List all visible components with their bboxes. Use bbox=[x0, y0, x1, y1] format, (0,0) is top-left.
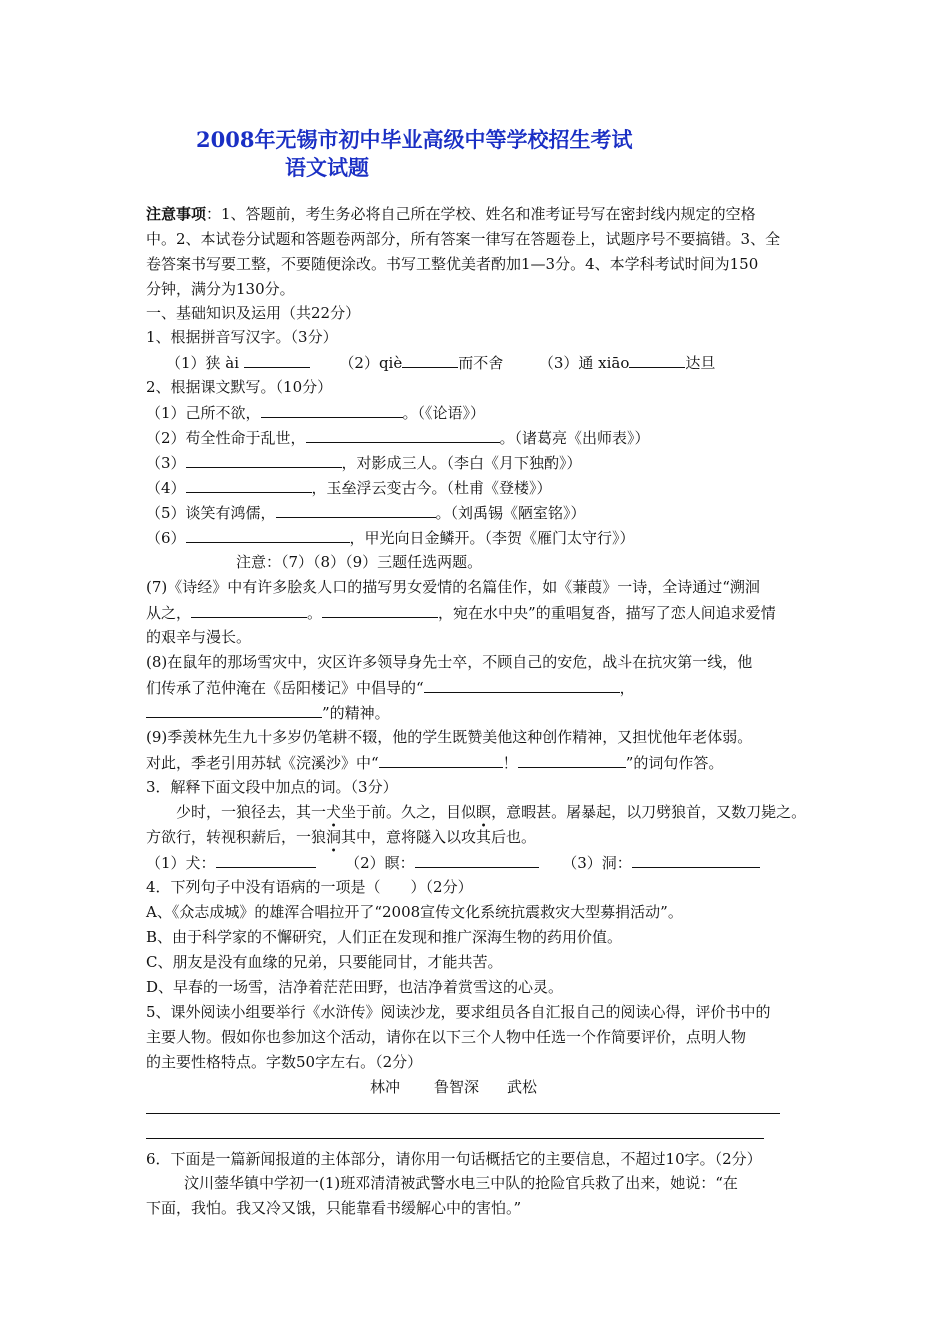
q5-line-2: 主要人物。假如你也参加这个活动，请你在以下三个人物中任选一个作简要评价，点明人物 bbox=[146, 1028, 747, 1046]
answer-blank[interactable] bbox=[306, 427, 500, 443]
answer-line[interactable] bbox=[146, 1138, 764, 1139]
q6-passage-line-1: 汶川蓥华镇中学初一(1)班邓清清被武警水电三中队的抢险官兵救了出来，她说：“在 bbox=[184, 1174, 738, 1192]
q7-line-2: 从之， 。 ，宛在水中央”的重唱复沓，描写了恋人间追求爱情 bbox=[146, 604, 776, 622]
q4-option-c: C、朋友是没有血缘的兄弟，只要能同甘，才能共苦。 bbox=[146, 953, 503, 971]
q2-note: 注意：（7）（8）（9）三题任选两题。 bbox=[236, 553, 483, 571]
dotted-char: 犬 bbox=[326, 803, 342, 821]
answer-blank[interactable] bbox=[186, 477, 312, 493]
q1-items: （1）狭 ài （2）qiè 而不舍 （3）通 xiāo 达旦 bbox=[166, 354, 716, 372]
q2-line-5: （5）谈笑有鸿儒， 。（刘禹锡《陋室铭》） bbox=[146, 504, 586, 522]
answer-blank[interactable] bbox=[424, 677, 620, 693]
q2-line-4: （4） ，玉垒浮云变古今。（杜甫《登楼》） bbox=[146, 479, 552, 497]
character-name: 武松 bbox=[507, 1078, 538, 1096]
q4-option-d: D、早春的一场雪，洁净着茫茫田野，也洁净着赏雪这的心灵。 bbox=[146, 978, 564, 996]
q8-line-1: (8)在鼠年的那场雪灾中，灾区许多领导身先士卒，不顾自己的安危，战斗在抗灾第一线，他 bbox=[146, 653, 753, 671]
q5-line-3: 的主要性格特点。字数50字左右。（2分） bbox=[146, 1053, 423, 1071]
q2-line-1: （1）己所不欲， 。（《论语》） bbox=[146, 404, 486, 422]
q3-passage-line-1: 少时，一狼径去，其一犬坐于前。久之，目似瞑，意暇甚。屠暴起，以刀劈狼首，又数刀毙之。 bbox=[176, 803, 807, 821]
answer-blank[interactable] bbox=[632, 852, 760, 868]
q1-stem: 1、根据拼音写汉字。（3分） bbox=[146, 328, 338, 346]
answer-line[interactable] bbox=[146, 1113, 780, 1114]
answer-blank[interactable] bbox=[261, 402, 403, 418]
answer-blank[interactable] bbox=[186, 452, 342, 468]
q3-stem: 3．解释下面文段中加点的词。（3分） bbox=[146, 778, 398, 796]
character-name: 林冲 bbox=[370, 1078, 401, 1096]
notice-line-4: 分钟，满分为130分。 bbox=[146, 280, 295, 298]
q2-line-3: （3） ，对影成三人。（李白《月下独酌》） bbox=[146, 454, 582, 472]
q8-line-3: ”的精神。 bbox=[146, 702, 390, 723]
answer-blank[interactable] bbox=[322, 602, 438, 618]
notice-line-1: 注意事项：1、答题前，考生务必将自己所在学校、姓名和准考证号写在密封线内规定的空格 bbox=[146, 205, 756, 223]
notice-line-3: 卷答案书写要工整，不要随便涂改。书写工整优美者酌加1—3分。4、本学科考试时间为150 bbox=[146, 255, 759, 273]
q6-passage-line-2: 下面，我怕。我又冷又饿，只能靠看书缓解心中的害怕。” bbox=[146, 1199, 522, 1217]
section-heading: 一、基础知识及运用（共22分） bbox=[146, 304, 361, 322]
q7-line-1: (7)《诗经》中有许多脍炙人口的描写男女爱情的名篇佳作，如《蒹葭》一诗，全诗通过“溯洄 bbox=[146, 578, 760, 596]
notice-label: 注意事项 bbox=[146, 205, 207, 223]
answer-blank[interactable] bbox=[186, 527, 350, 543]
exam-title: 2008年无锡市初中毕业高级中等学校招生考试 bbox=[196, 127, 633, 152]
q8-line-2: 们传承了范仲淹在《岳阳楼记》中倡导的“ ， bbox=[146, 679, 635, 697]
q3-answers: （1）犬： （2）瞑： （3）洞： bbox=[146, 852, 760, 873]
dotted-char: 瞑 bbox=[476, 803, 492, 821]
q4-option-b: B、由于科学家的不懈研究，人们正在发现和推广深海生物的药用价值。 bbox=[146, 928, 623, 946]
character-name: 鲁智深 bbox=[434, 1078, 480, 1096]
answer-blank[interactable] bbox=[379, 752, 503, 768]
answer-blank[interactable] bbox=[518, 752, 626, 768]
answer-blank[interactable] bbox=[216, 852, 316, 868]
q2-line-2: （2）苟全性命于乱世， 。（诸葛亮《出师表》） bbox=[146, 429, 650, 447]
answer-blank[interactable] bbox=[402, 352, 458, 368]
q9-line-1: (9)季羡林先生九十多岁仍笔耕不辍，他的学生既赞美他这种创作精神，又担忧他年老体弱。 bbox=[146, 728, 753, 746]
answer-blank[interactable] bbox=[276, 502, 436, 518]
q7-line-3: 的艰辛与漫长。 bbox=[146, 628, 252, 646]
q2-line-6: （6） ，甲光向日金鳞开。（李贺《雁门太守行》） bbox=[146, 529, 635, 547]
q5-character-names bbox=[370, 1077, 537, 1097]
notice-line-2: 中。2、本试卷分试题和答题卷两部分，所有答案一律写在答题卷上，试题序号不要搞错。3、全 bbox=[146, 230, 781, 248]
q4-option-a: A、《众志成城》的雄浑合唱拉开了“2008宣传文化系统抗震救灾大型募捐活动”。 bbox=[146, 903, 683, 921]
exam-subtitle: 语文试题 bbox=[285, 155, 369, 180]
answer-blank[interactable] bbox=[415, 852, 539, 868]
q5-line-1: 5、课外阅读小组要举行《水浒传》阅读沙龙，要求组员各自汇报自己的阅读心得，评价书中的 bbox=[146, 1003, 771, 1021]
answer-blank[interactable] bbox=[191, 602, 307, 618]
q2-stem: 2、根据课文默写。（10分） bbox=[146, 378, 333, 396]
q9-line-2: 对此，季老引用苏轼《浣溪沙》中“ ！ ”的词句作答。 bbox=[146, 754, 724, 772]
answer-blank[interactable] bbox=[244, 352, 310, 368]
answer-blank[interactable] bbox=[146, 702, 322, 718]
q6-stem: 6．下面是一篇新闻报道的主体部分，请你用一句话概括它的主要信息，不超过10字。（2分） bbox=[146, 1150, 762, 1168]
dotted-char: 洞 bbox=[326, 828, 342, 846]
q3-passage-line-2: 方欲行，转视积薪后，一狼洞其中，意将隧入以攻其后也。 bbox=[146, 828, 537, 846]
answer-blank[interactable] bbox=[629, 352, 685, 368]
q4-stem: 4．下列句子中没有语病的一项是（ ）（2分） bbox=[146, 878, 473, 896]
